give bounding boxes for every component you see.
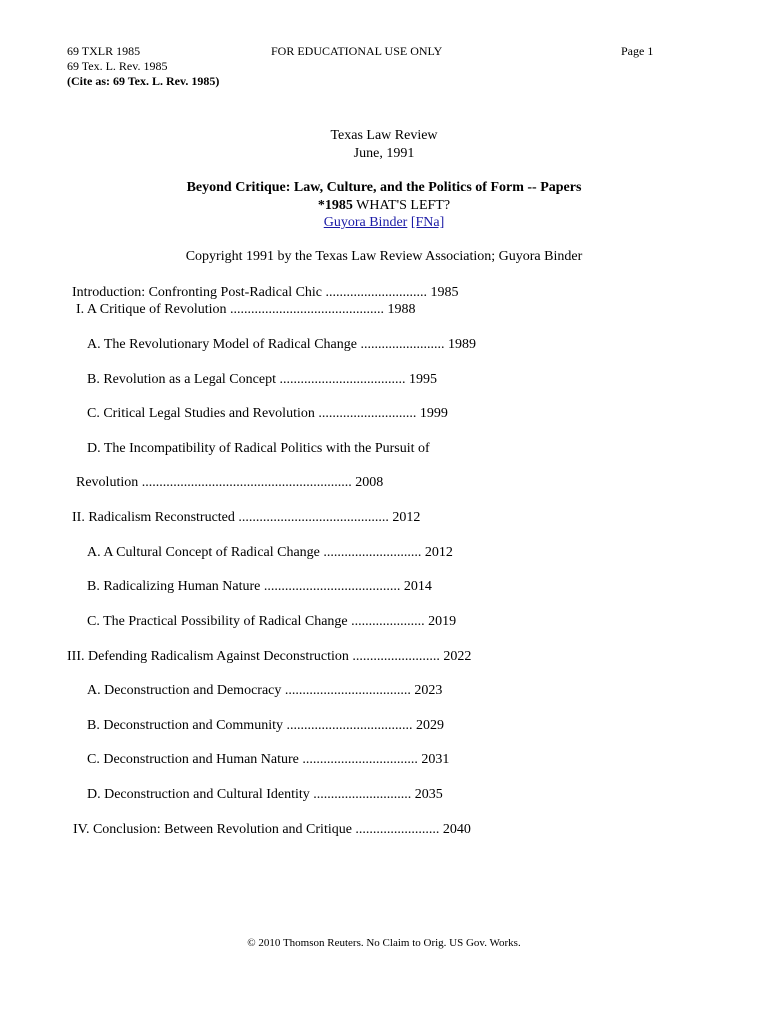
toc-entry: IV. Conclusion: Between Revolution and Critique ........................ 2040 <box>73 822 471 837</box>
author-line <box>0 214 768 232</box>
toc-entry: C. Critical Legal Studies and Revolution ............................ 1999 <box>87 406 448 421</box>
article-title-line <box>0 197 768 215</box>
citation-line-2: 69 Tex. L. Rev. 1985 <box>67 59 168 73</box>
toc-entry: A. The Revolutionary Model of Radical Change ........................ 1989 <box>87 337 476 352</box>
author-link[interactable]: Guyora Binder <box>323 215 408 230</box>
toc-entry: C. Deconstruction and Human Nature ................................. 2031 <box>87 752 450 767</box>
toc-entry: B. Radicalizing Human Nature ....................................... 2014 <box>87 579 432 594</box>
toc-entry: I. A Critique of Revolution ............................................ 1988 <box>76 302 416 317</box>
cite-as: (Cite as: 69 Tex. L. Rev. 1985) <box>67 74 220 88</box>
toc-entry: III. Defending Radicalism Against Deconstruction ......................... 2022 <box>67 649 472 664</box>
article-title: WHAT'S LEFT? <box>352 198 451 213</box>
toc-entry: D. The Incompatibility of Radical Politics with the Pursuit of <box>87 441 430 456</box>
educational-notice: FOR EDUCATIONAL USE ONLY <box>271 44 443 58</box>
publication-date: June, 1991 <box>353 146 415 161</box>
toc-entry: A. Deconstruction and Democracy .................................... 2023 <box>87 683 443 698</box>
page-number: Page 1 <box>621 44 654 58</box>
toc-entry: Introduction: Confronting Post-Radical Chic ............................. 1985 <box>72 285 459 300</box>
copyright-line: Copyright 1991 by the Texas Law Review Association; Guyora Binder <box>185 249 583 264</box>
toc-entry: A. A Cultural Concept of Radical Change ............................ 2012 <box>87 545 453 560</box>
citation-line-1: 69 TXLR 1985 <box>67 44 141 58</box>
toc-entry: Revolution ............................................................ 2008 <box>76 475 384 490</box>
toc-entry: II. Radicalism Reconstructed ........................................... 2012 <box>72 510 421 525</box>
toc-entry: D. Deconstruction and Cultural Identity ............................ 2035 <box>87 787 443 802</box>
toc-entry: B. Deconstruction and Community .................................... 2029 <box>87 718 444 733</box>
footnote-link[interactable]: [FNa] <box>410 215 445 230</box>
toc-entry: B. Revolution as a Legal Concept .................................... 1995 <box>87 372 437 387</box>
toc-entry: C. The Practical Possibility of Radical Change ..................... 2019 <box>87 614 457 629</box>
symposium-title: Beyond Critique: Law, Culture, and the Politics of Form -- Papers <box>186 180 582 195</box>
journal-name: Texas Law Review <box>330 128 438 143</box>
star-page: *1985 <box>317 198 353 213</box>
page-footer: © 2010 Thomson Reuters. No Claim to Orig. US Gov. Works. <box>247 937 521 949</box>
